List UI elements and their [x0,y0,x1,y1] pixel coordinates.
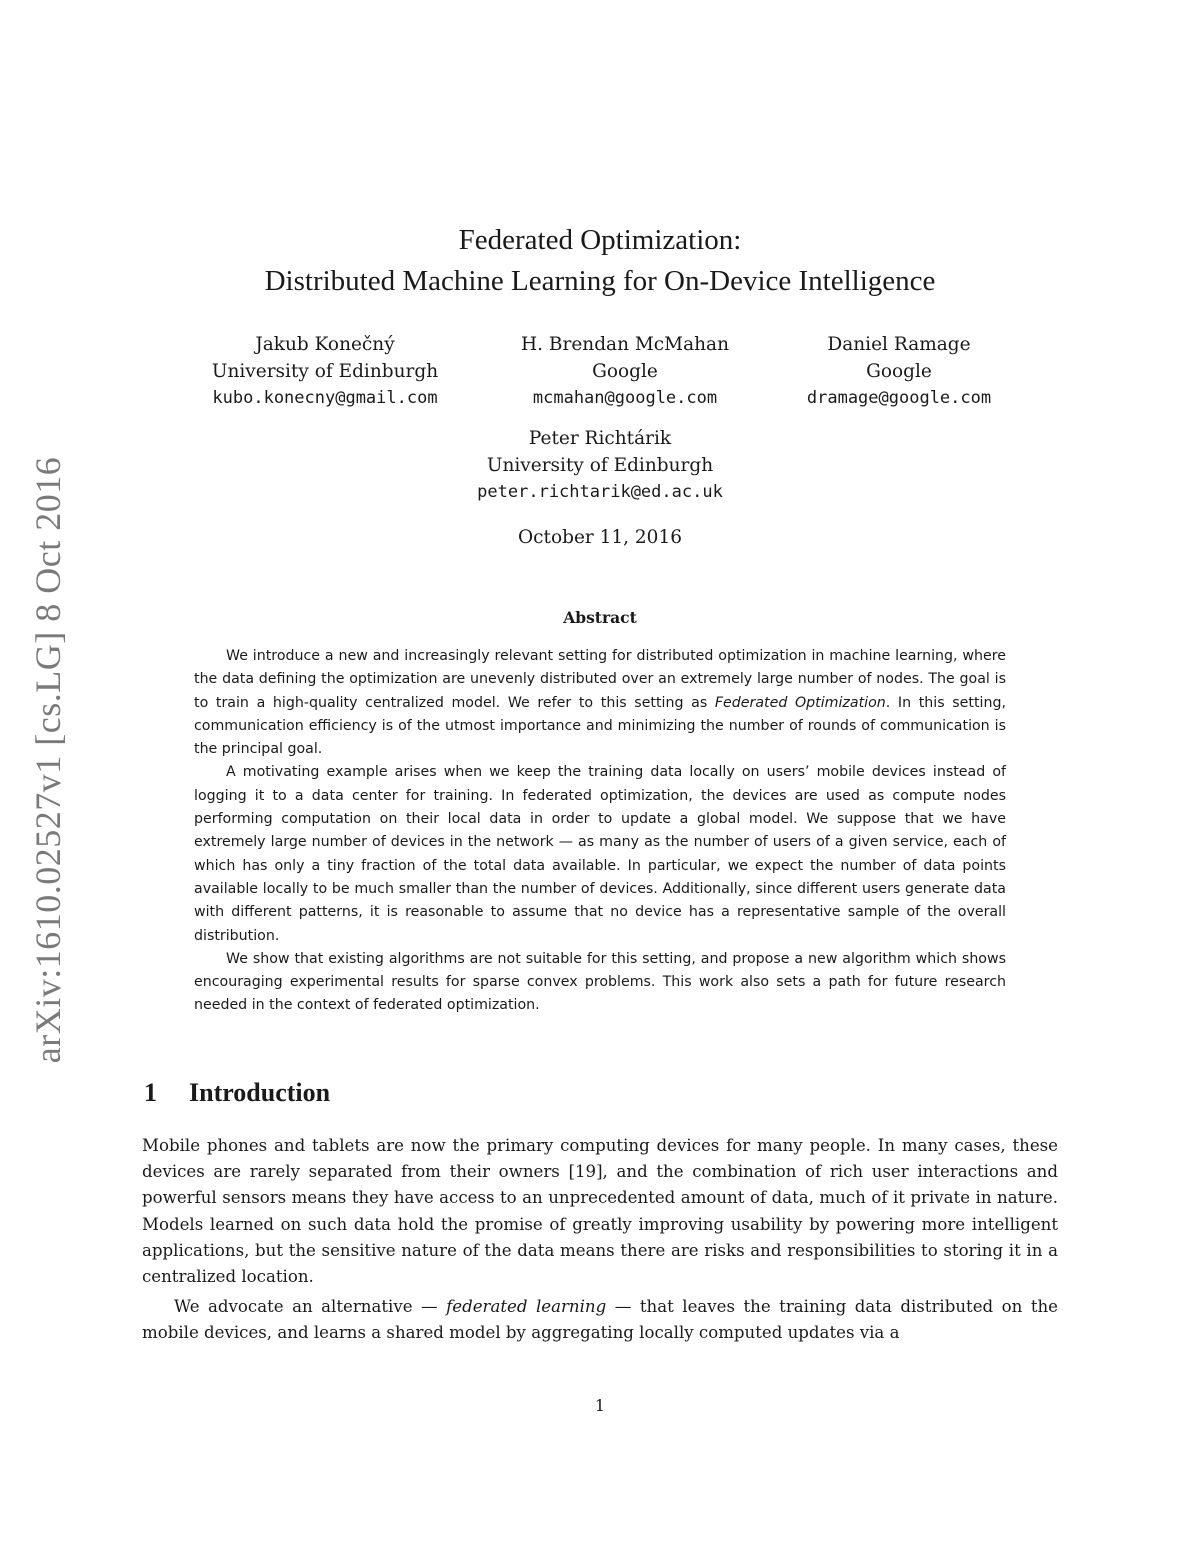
title-line-2: Distributed Machine Learning for On-Device Intelligence [264,265,936,297]
section-heading [144,1078,330,1108]
author-name: Jakub Konečný [255,334,395,355]
body-text: — that leaves the training data distributed on the mobile devices, and learns a shared model by aggregating locally computed updates via a [142,1297,1058,1343]
abstract-body [194,645,1006,1018]
author-name: Peter Richtárik [528,428,672,449]
abstract-heading: Abstract [563,608,637,627]
author-name: Daniel Ramage [827,334,971,355]
author-email: kubo.konecny@gmail.com [212,388,438,408]
abstract-paragraph [194,645,1006,761]
title-line-1: Federated Optimization: [458,224,742,256]
section-number: 1 [144,1078,157,1107]
paper-date: October 11, 2016 [518,527,682,548]
abstract-text: . In this setting, communication efficiency is of the utmost importance and minimizing the number of rounds of communication is the principal goal. [194,694,1006,758]
emphasized-term: federated learning [446,1297,607,1317]
abstract-paragraph: We show that existing algorithms are not suitable for this setting, and propose a new algorithm which shows encouraging experimental results for sparse convex problems. This work also sets a path for future research needed in the context of federated optimization. [194,950,1006,1014]
author-block [190,331,460,412]
paper-title [0,220,1200,302]
arxiv-identifier: arXiv:1610.02527v1 [cs.LG] 8 Oct 2016 [28,456,68,1064]
author-block [495,331,755,412]
author-block [775,331,1023,412]
abstract-text: We introduce a new and increasingly relevant setting for distributed optimization in machine learning, where the data defining the optimization are unevenly distributed over an extremely large number of nodes. The goal is to train a high-quality centralized model. We refer to this setting as [194,648,1006,711]
section-body [142,1133,1058,1347]
author-name: H. Brendan McMahan [521,334,729,355]
author-email: mcmahan@google.com [532,388,718,408]
author-affiliation: Google [866,361,932,382]
body-paragraph: Mobile phones and tablets are now the primary computing devices for many people. In many cases, these devices are rarely separated from their owners [19], and the combination of rich user interactions and powerful sensors means they have access to an unprecedented amount of data, much of it private in nature. Models learned on such data hold the promise of greatly improving usability by powering more intelligent applications, but the sensitive nature of the data means there are risks and responsibilities to storing it in a centralized location. [142,1136,1058,1287]
emphasized-term: Federated Optimization [714,694,886,711]
section-title: Introduction [189,1078,331,1107]
abstract-paragraph: A motivating example arises when we keep the training data locally on users’ mobile devices instead of logging it to a data center for training. In federated optimization, the devices are used as compute nodes performing computation on their local data in order to update a global model. We suppose that we have extremely large number of devices in the network — as many as the number of users of a given service, each of which has only a tiny fraction of the total data available. In particular, we expect the number of data points available locally to be much smaller than the number of devices. Additionally, since different users generate data with different patterns, it is reasonable to assume that no device has a representative sample of the overall distribution. [194,764,1006,944]
author-affiliation: Google [592,361,658,382]
body-paragraph [142,1294,1058,1346]
author-block [450,425,750,506]
author-affiliation: University of Edinburgh [486,455,714,476]
author-email: peter.richtarik@ed.ac.uk [477,482,723,502]
body-text: We advocate an alternative — [174,1297,447,1317]
author-affiliation: University of Edinburgh [211,361,439,382]
page-number: 1 [594,1396,606,1415]
author-email: dramage@google.com [806,388,992,408]
